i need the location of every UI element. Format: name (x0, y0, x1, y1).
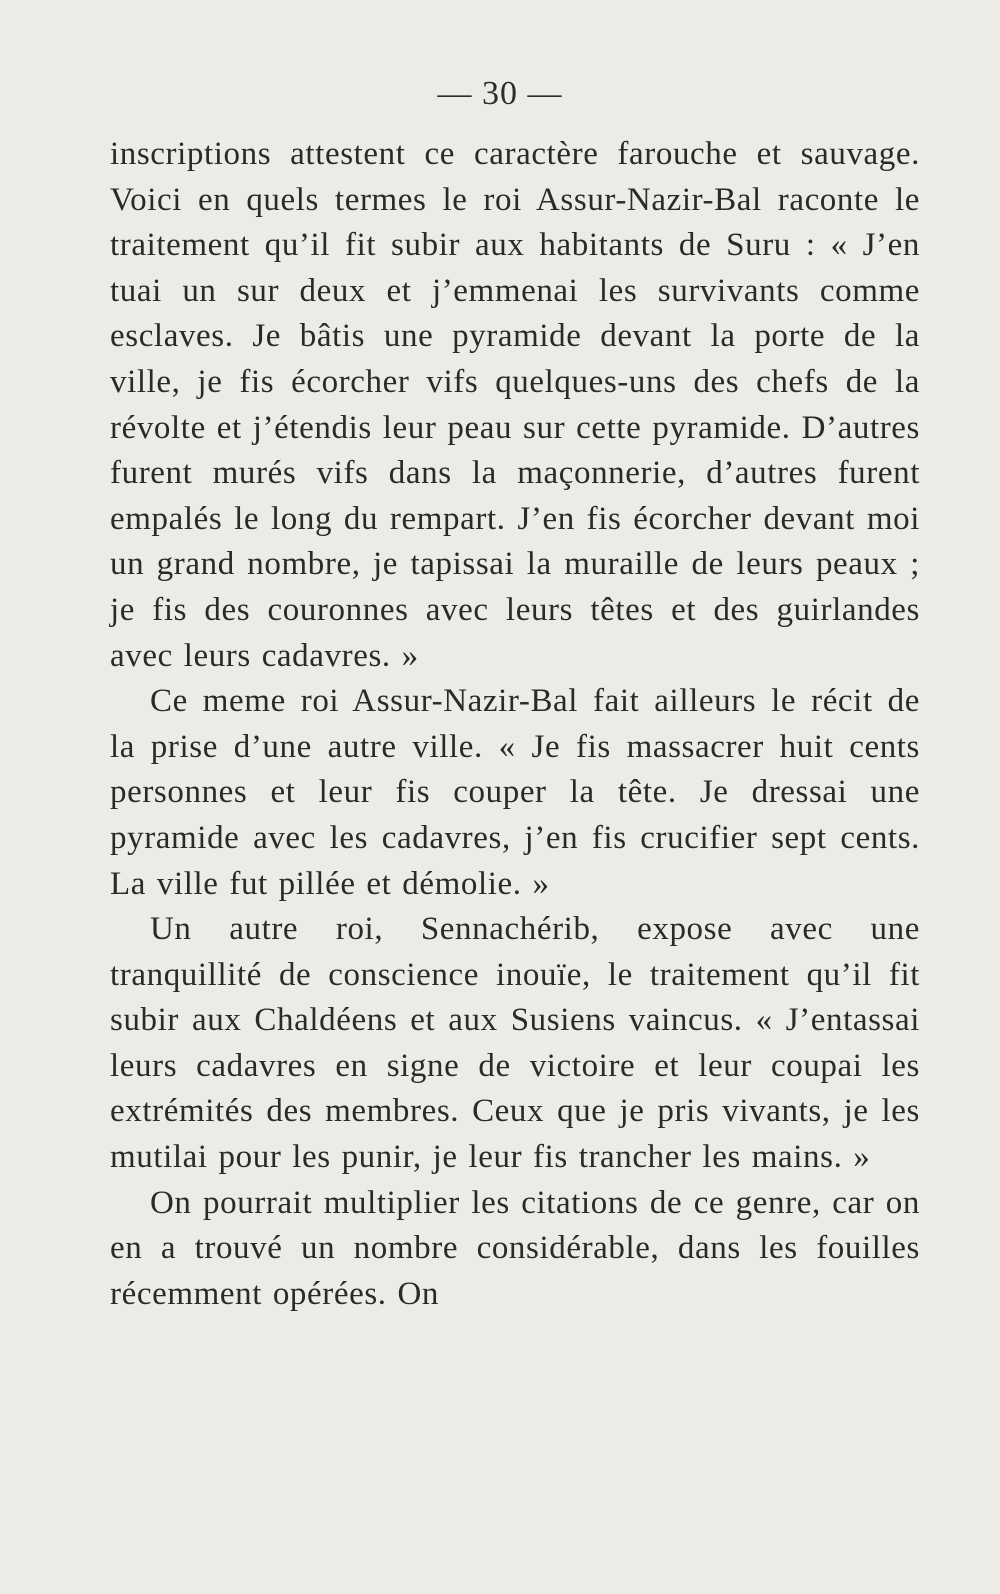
paragraph: On pourrait multiplier les citations de ce genre, car on en a trouvé un nombre considérable, dans les fouilles récemment opérées. On (110, 1184, 920, 1312)
page-number: — 30 — (437, 75, 563, 112)
paragraph: Un autre roi, Sennachérib, expose avec une tranquillité de conscience inouïe, le traitement qu’il fit subir aux Chaldéens et aux Susiens vaincus. « J’entassai leurs cadavres en signe de victoire et leur coupai les extrémités des membres. Ceux que je pris vivants, je les mutilai pour les punir, je leur fis trancher les mains. » (110, 911, 920, 1176)
body-text (110, 132, 920, 1317)
paragraph: inscriptions attestent ce caractère farouche et sauvage. Voici en quels termes le roi Assur-Nazir-Bal raconte le traitement qu’il fit subir aux habitants de Suru : « J’en tuai un sur deux et j’emmenai les survivants comme esclaves. Je bâtis une pyramide devant la porte de la ville, je fis écorcher vifs quelques-uns des chefs de la révolte et j’étendis leur peau sur cette pyramide. D’autres furent murés vifs dans la maçonnerie, d’autres furent empalés le long du rempart. J’en fis écorcher devant moi un grand nombre, je tapissai la muraille de leurs peaux ; je fis des couronnes avec leurs têtes et des guirlandes avec leurs cadavres. » (110, 136, 920, 674)
paragraph: Ce meme roi Assur-Nazir-Bal fait ailleurs le récit de la prise d’une autre ville. « Je fis massacrer huit cents personnes et leur fis couper la tête. Je dressai une pyramide avec les cadavres, j’en fis crucifier sept cents. La ville fut pillée et démolie. » (110, 683, 920, 902)
